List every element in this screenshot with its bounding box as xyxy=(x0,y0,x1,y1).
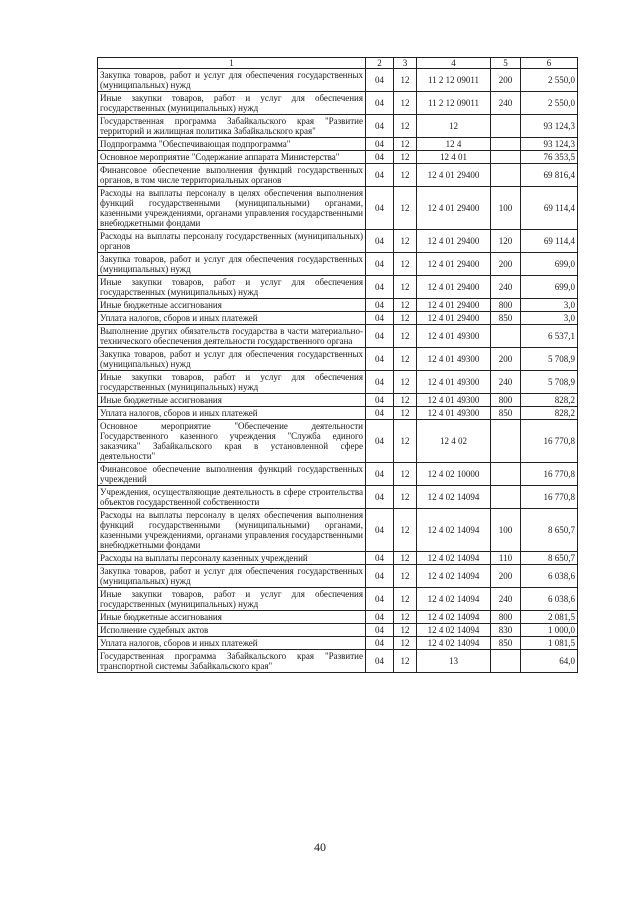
table-row xyxy=(98,588,578,611)
subsection-code-cell: 12 xyxy=(394,253,417,276)
target-article-cell: 12 4 01 49300 xyxy=(417,371,491,394)
subsection-code-cell: 12 xyxy=(394,552,417,565)
section-code-cell: 04 xyxy=(366,115,394,138)
header-cell: 4 xyxy=(417,58,491,69)
amount-cell: 2 550,0 xyxy=(521,69,578,92)
amount-cell: 16 770,8 xyxy=(521,463,578,486)
target-article-cell: 12 4 02 14094 xyxy=(417,611,491,624)
amount-cell: 69 114,4 xyxy=(521,230,578,253)
table-row xyxy=(98,509,578,552)
row-name-cell: Иные закупки товаров, работ и услуг для обеспечения государственных (муниципальных) нужд xyxy=(98,92,366,115)
table-row xyxy=(98,371,578,394)
subsection-code-cell: 12 xyxy=(394,420,417,463)
target-article-cell: 12 4 01 29400 xyxy=(417,230,491,253)
table-row xyxy=(98,325,578,348)
amount-cell: 1 000,0 xyxy=(521,624,578,637)
expense-type-cell: 850 xyxy=(491,312,521,325)
row-name-cell: Закупка товаров, работ и услуг для обеспечения государственных (муниципальных) нужд xyxy=(98,348,366,371)
target-article-cell: 12 4 02 14094 xyxy=(417,486,491,509)
target-article-cell: 12 4 02 10000 xyxy=(417,463,491,486)
target-article-cell: 13 xyxy=(417,650,491,673)
row-name-cell: Иные закупки товаров, работ и услуг для обеспечения государственных (муниципальных) нужд xyxy=(98,371,366,394)
table-row xyxy=(98,463,578,486)
section-code-cell: 04 xyxy=(366,92,394,115)
section-code-cell: 04 xyxy=(366,69,394,92)
row-name-cell: Выполнение других обязательств государства в части материально-технического обеспечения деятельности государственного органа xyxy=(98,325,366,348)
expense-type-cell: 100 xyxy=(491,187,521,230)
subsection-code-cell: 12 xyxy=(394,312,417,325)
subsection-code-cell: 12 xyxy=(394,115,417,138)
target-article-cell: 12 4 01 49300 xyxy=(417,348,491,371)
row-name-cell: Уплата налогов, сборов и иных платежей xyxy=(98,312,366,325)
table-row xyxy=(98,394,578,407)
table-row xyxy=(98,486,578,509)
section-code-cell: 04 xyxy=(366,509,394,552)
amount-cell: 699,0 xyxy=(521,276,578,299)
expense-type-cell xyxy=(491,138,521,151)
section-code-cell: 04 xyxy=(366,276,394,299)
amount-cell: 828,2 xyxy=(521,407,578,420)
target-article-cell: 12 4 01 29400 xyxy=(417,312,491,325)
table-row xyxy=(98,230,578,253)
target-article-cell: 12 4 01 29400 xyxy=(417,276,491,299)
row-name-cell: Закупка товаров, работ и услуг для обеспечения государственных (муниципальных) нужд xyxy=(98,69,366,92)
row-name-cell: Государственная программа Забайкальского края "Развитие транспортной системы Забайкальского края" xyxy=(98,650,366,673)
target-article-cell: 12 4 01 29400 xyxy=(417,187,491,230)
header-row xyxy=(98,58,578,69)
expense-type-cell xyxy=(491,463,521,486)
row-name-cell: Уплата налогов, сборов и иных платежей xyxy=(98,407,366,420)
target-article-cell: 12 4 01 49300 xyxy=(417,407,491,420)
target-article-cell: 12 4 02 14094 xyxy=(417,637,491,650)
section-code-cell: 04 xyxy=(366,371,394,394)
subsection-code-cell: 12 xyxy=(394,637,417,650)
target-article-cell: 12 4 01 xyxy=(417,151,491,164)
amount-cell: 699,0 xyxy=(521,253,578,276)
amount-cell: 6 537,1 xyxy=(521,325,578,348)
expense-type-cell: 200 xyxy=(491,69,521,92)
expense-type-cell: 100 xyxy=(491,509,521,552)
section-code-cell: 04 xyxy=(366,325,394,348)
subsection-code-cell: 12 xyxy=(394,650,417,673)
subsection-code-cell: 12 xyxy=(394,348,417,371)
section-code-cell: 04 xyxy=(366,394,394,407)
table-row xyxy=(98,348,578,371)
section-code-cell: 04 xyxy=(366,565,394,588)
target-article-cell: 12 4 xyxy=(417,138,491,151)
subsection-code-cell: 12 xyxy=(394,187,417,230)
row-name-cell: Иные бюджетные ассигнования xyxy=(98,611,366,624)
expense-type-cell: 200 xyxy=(491,253,521,276)
row-name-cell: Подпрограмма "Обеспечивающая подпрограмма" xyxy=(98,138,366,151)
expense-type-cell: 830 xyxy=(491,624,521,637)
section-code-cell: 04 xyxy=(366,299,394,312)
target-article-cell: 12 4 02 14094 xyxy=(417,552,491,565)
amount-cell: 6 038,6 xyxy=(521,588,578,611)
row-name-cell: Уплата налогов, сборов и иных платежей xyxy=(98,637,366,650)
expense-type-cell: 800 xyxy=(491,394,521,407)
section-code-cell: 04 xyxy=(366,637,394,650)
row-name-cell: Расходы на выплаты персоналу в целях обеспечения выполнения функций государственными (муниципальными) органами, казенными учреждениями, органами управления государственными внебюджетными фондами xyxy=(98,509,366,552)
target-article-cell: 12 4 01 29400 xyxy=(417,299,491,312)
subsection-code-cell: 12 xyxy=(394,624,417,637)
subsection-code-cell: 12 xyxy=(394,371,417,394)
amount-cell: 69 114,4 xyxy=(521,187,578,230)
expense-type-cell xyxy=(491,164,521,187)
subsection-code-cell: 12 xyxy=(394,588,417,611)
section-code-cell: 04 xyxy=(366,230,394,253)
target-article-cell: 12 4 02 14094 xyxy=(417,588,491,611)
header-cell: 1 xyxy=(98,58,366,69)
expense-type-cell: 120 xyxy=(491,230,521,253)
amount-cell: 1 081,5 xyxy=(521,637,578,650)
target-article-cell: 12 4 01 49300 xyxy=(417,394,491,407)
amount-cell: 93 124,3 xyxy=(521,138,578,151)
table-row xyxy=(98,565,578,588)
subsection-code-cell: 12 xyxy=(394,138,417,151)
page-number: 40 xyxy=(314,840,326,854)
expense-type-cell: 240 xyxy=(491,92,521,115)
table-row xyxy=(98,164,578,187)
section-code-cell: 04 xyxy=(366,650,394,673)
table-row xyxy=(98,407,578,420)
amount-cell: 69 816,4 xyxy=(521,164,578,187)
amount-cell: 8 650,7 xyxy=(521,509,578,552)
table-row xyxy=(98,92,578,115)
target-article-cell: 11 2 12 09011 xyxy=(417,69,491,92)
subsection-code-cell: 12 xyxy=(394,92,417,115)
expense-type-cell: 200 xyxy=(491,565,521,588)
amount-cell: 5 708,9 xyxy=(521,371,578,394)
table-row xyxy=(98,151,578,164)
row-name-cell: Учреждения, осуществляющие деятельность в сфере строительства объектов государственной собственности xyxy=(98,486,366,509)
section-code-cell: 04 xyxy=(366,463,394,486)
row-name-cell: Государственная программа Забайкальского края "Развитие территорий и жилищная политика Забайкальского края" xyxy=(98,115,366,138)
subsection-code-cell: 12 xyxy=(394,151,417,164)
table-row xyxy=(98,650,578,673)
target-article-cell: 12 4 02 14094 xyxy=(417,509,491,552)
subsection-code-cell: 12 xyxy=(394,394,417,407)
header-cell: 5 xyxy=(491,58,521,69)
expense-type-cell: 800 xyxy=(491,299,521,312)
section-code-cell: 04 xyxy=(366,151,394,164)
table-row xyxy=(98,276,578,299)
amount-cell: 6 038,6 xyxy=(521,565,578,588)
section-code-cell: 04 xyxy=(366,138,394,151)
row-name-cell: Иные бюджетные ассигнования xyxy=(98,394,366,407)
row-name-cell: Основное мероприятие "Обеспечение деятельности Государственного казенного учреждения "Служба единого заказчика" Забайкальского края в установленной сфере деятельности" xyxy=(98,420,366,463)
section-code-cell: 04 xyxy=(366,552,394,565)
target-article-cell: 12 4 01 49300 xyxy=(417,325,491,348)
section-code-cell: 04 xyxy=(366,624,394,637)
row-name-cell: Закупка товаров, работ и услуг для обеспечения государственных (муниципальных) нужд xyxy=(98,253,366,276)
table-row xyxy=(98,420,578,463)
target-article-cell: 12 4 02 xyxy=(417,420,491,463)
section-code-cell: 04 xyxy=(366,253,394,276)
table-body xyxy=(98,69,578,673)
target-article-cell: 12 4 02 14094 xyxy=(417,565,491,588)
section-code-cell: 04 xyxy=(366,312,394,325)
subsection-code-cell: 12 xyxy=(394,325,417,348)
expense-type-cell xyxy=(491,650,521,673)
expense-type-cell xyxy=(491,486,521,509)
table-row xyxy=(98,611,578,624)
section-code-cell: 04 xyxy=(366,611,394,624)
subsection-code-cell: 12 xyxy=(394,565,417,588)
amount-cell: 93 124,3 xyxy=(521,115,578,138)
amount-cell: 64,0 xyxy=(521,650,578,673)
table-row xyxy=(98,187,578,230)
amount-cell: 3,0 xyxy=(521,299,578,312)
expense-type-cell: 850 xyxy=(491,407,521,420)
section-code-cell: 04 xyxy=(366,588,394,611)
amount-cell: 76 353,5 xyxy=(521,151,578,164)
row-name-cell: Закупка товаров, работ и услуг для обеспечения государственных (муниципальных) нужд xyxy=(98,565,366,588)
expense-type-cell: 110 xyxy=(491,552,521,565)
table-row xyxy=(98,637,578,650)
row-name-cell: Исполнение судебных актов xyxy=(98,624,366,637)
target-article-cell: 12 4 01 29400 xyxy=(417,164,491,187)
section-code-cell: 04 xyxy=(366,164,394,187)
subsection-code-cell: 12 xyxy=(394,299,417,312)
amount-cell: 2 550,0 xyxy=(521,92,578,115)
expense-type-cell: 240 xyxy=(491,588,521,611)
row-name-cell: Иные закупки товаров, работ и услуг для обеспечения государственных (муниципальных) нужд xyxy=(98,588,366,611)
table-row xyxy=(98,138,578,151)
header-cell: 2 xyxy=(366,58,394,69)
expense-type-cell xyxy=(491,115,521,138)
subsection-code-cell: 12 xyxy=(394,164,417,187)
table-row xyxy=(98,299,578,312)
table-row xyxy=(98,312,578,325)
target-article-cell: 12 xyxy=(417,115,491,138)
table-row xyxy=(98,253,578,276)
budget-table xyxy=(97,57,578,673)
table-row xyxy=(98,624,578,637)
expense-type-cell: 850 xyxy=(491,637,521,650)
amount-cell: 8 650,7 xyxy=(521,552,578,565)
amount-cell: 3,0 xyxy=(521,312,578,325)
row-name-cell: Расходы на выплаты персоналу государственных (муниципальных) органов xyxy=(98,230,366,253)
budget-sheet xyxy=(97,57,577,673)
row-name-cell: Иные бюджетные ассигнования xyxy=(98,299,366,312)
header-cell: 3 xyxy=(394,58,417,69)
amount-cell: 16 770,8 xyxy=(521,420,578,463)
table-row xyxy=(98,552,578,565)
expense-type-cell: 240 xyxy=(491,371,521,394)
subsection-code-cell: 12 xyxy=(394,407,417,420)
table-row xyxy=(98,115,578,138)
row-name-cell: Иные закупки товаров, работ и услуг для обеспечения государственных (муниципальных) нужд xyxy=(98,276,366,299)
target-article-cell: 12 4 02 14094 xyxy=(417,624,491,637)
section-code-cell: 04 xyxy=(366,420,394,463)
subsection-code-cell: 12 xyxy=(394,276,417,299)
subsection-code-cell: 12 xyxy=(394,509,417,552)
expense-type-cell: 240 xyxy=(491,276,521,299)
amount-cell: 2 081,5 xyxy=(521,611,578,624)
row-name-cell: Основное мероприятие "Содержание аппарата Министерства" xyxy=(98,151,366,164)
section-code-cell: 04 xyxy=(366,486,394,509)
expense-type-cell: 200 xyxy=(491,348,521,371)
amount-cell: 16 770,8 xyxy=(521,486,578,509)
table-row xyxy=(98,69,578,92)
amount-cell: 828,2 xyxy=(521,394,578,407)
expense-type-cell xyxy=(491,151,521,164)
expense-type-cell xyxy=(491,420,521,463)
subsection-code-cell: 12 xyxy=(394,69,417,92)
target-article-cell: 12 4 01 29400 xyxy=(417,253,491,276)
section-code-cell: 04 xyxy=(366,348,394,371)
section-code-cell: 04 xyxy=(366,407,394,420)
expense-type-cell xyxy=(491,325,521,348)
subsection-code-cell: 12 xyxy=(394,230,417,253)
target-article-cell: 11 2 12 09011 xyxy=(417,92,491,115)
row-name-cell: Финансовое обеспечение выполнения функций государственных учреждений xyxy=(98,463,366,486)
expense-type-cell: 800 xyxy=(491,611,521,624)
row-name-cell: Расходы на выплаты персоналу в целях обеспечения выполнения функций государственными (муниципальными) органами, казенными учреждениями, органами управления государственными внебюджетными фондами xyxy=(98,187,366,230)
subsection-code-cell: 12 xyxy=(394,463,417,486)
row-name-cell: Расходы на выплаты персоналу казенных учреждений xyxy=(98,552,366,565)
amount-cell: 5 708,9 xyxy=(521,348,578,371)
row-name-cell: Финансовое обеспечение выполнения функций государственных органов, в том числе территориальных органов xyxy=(98,164,366,187)
subsection-code-cell: 12 xyxy=(394,611,417,624)
header-cell: 6 xyxy=(521,58,578,69)
section-code-cell: 04 xyxy=(366,187,394,230)
subsection-code-cell: 12 xyxy=(394,486,417,509)
